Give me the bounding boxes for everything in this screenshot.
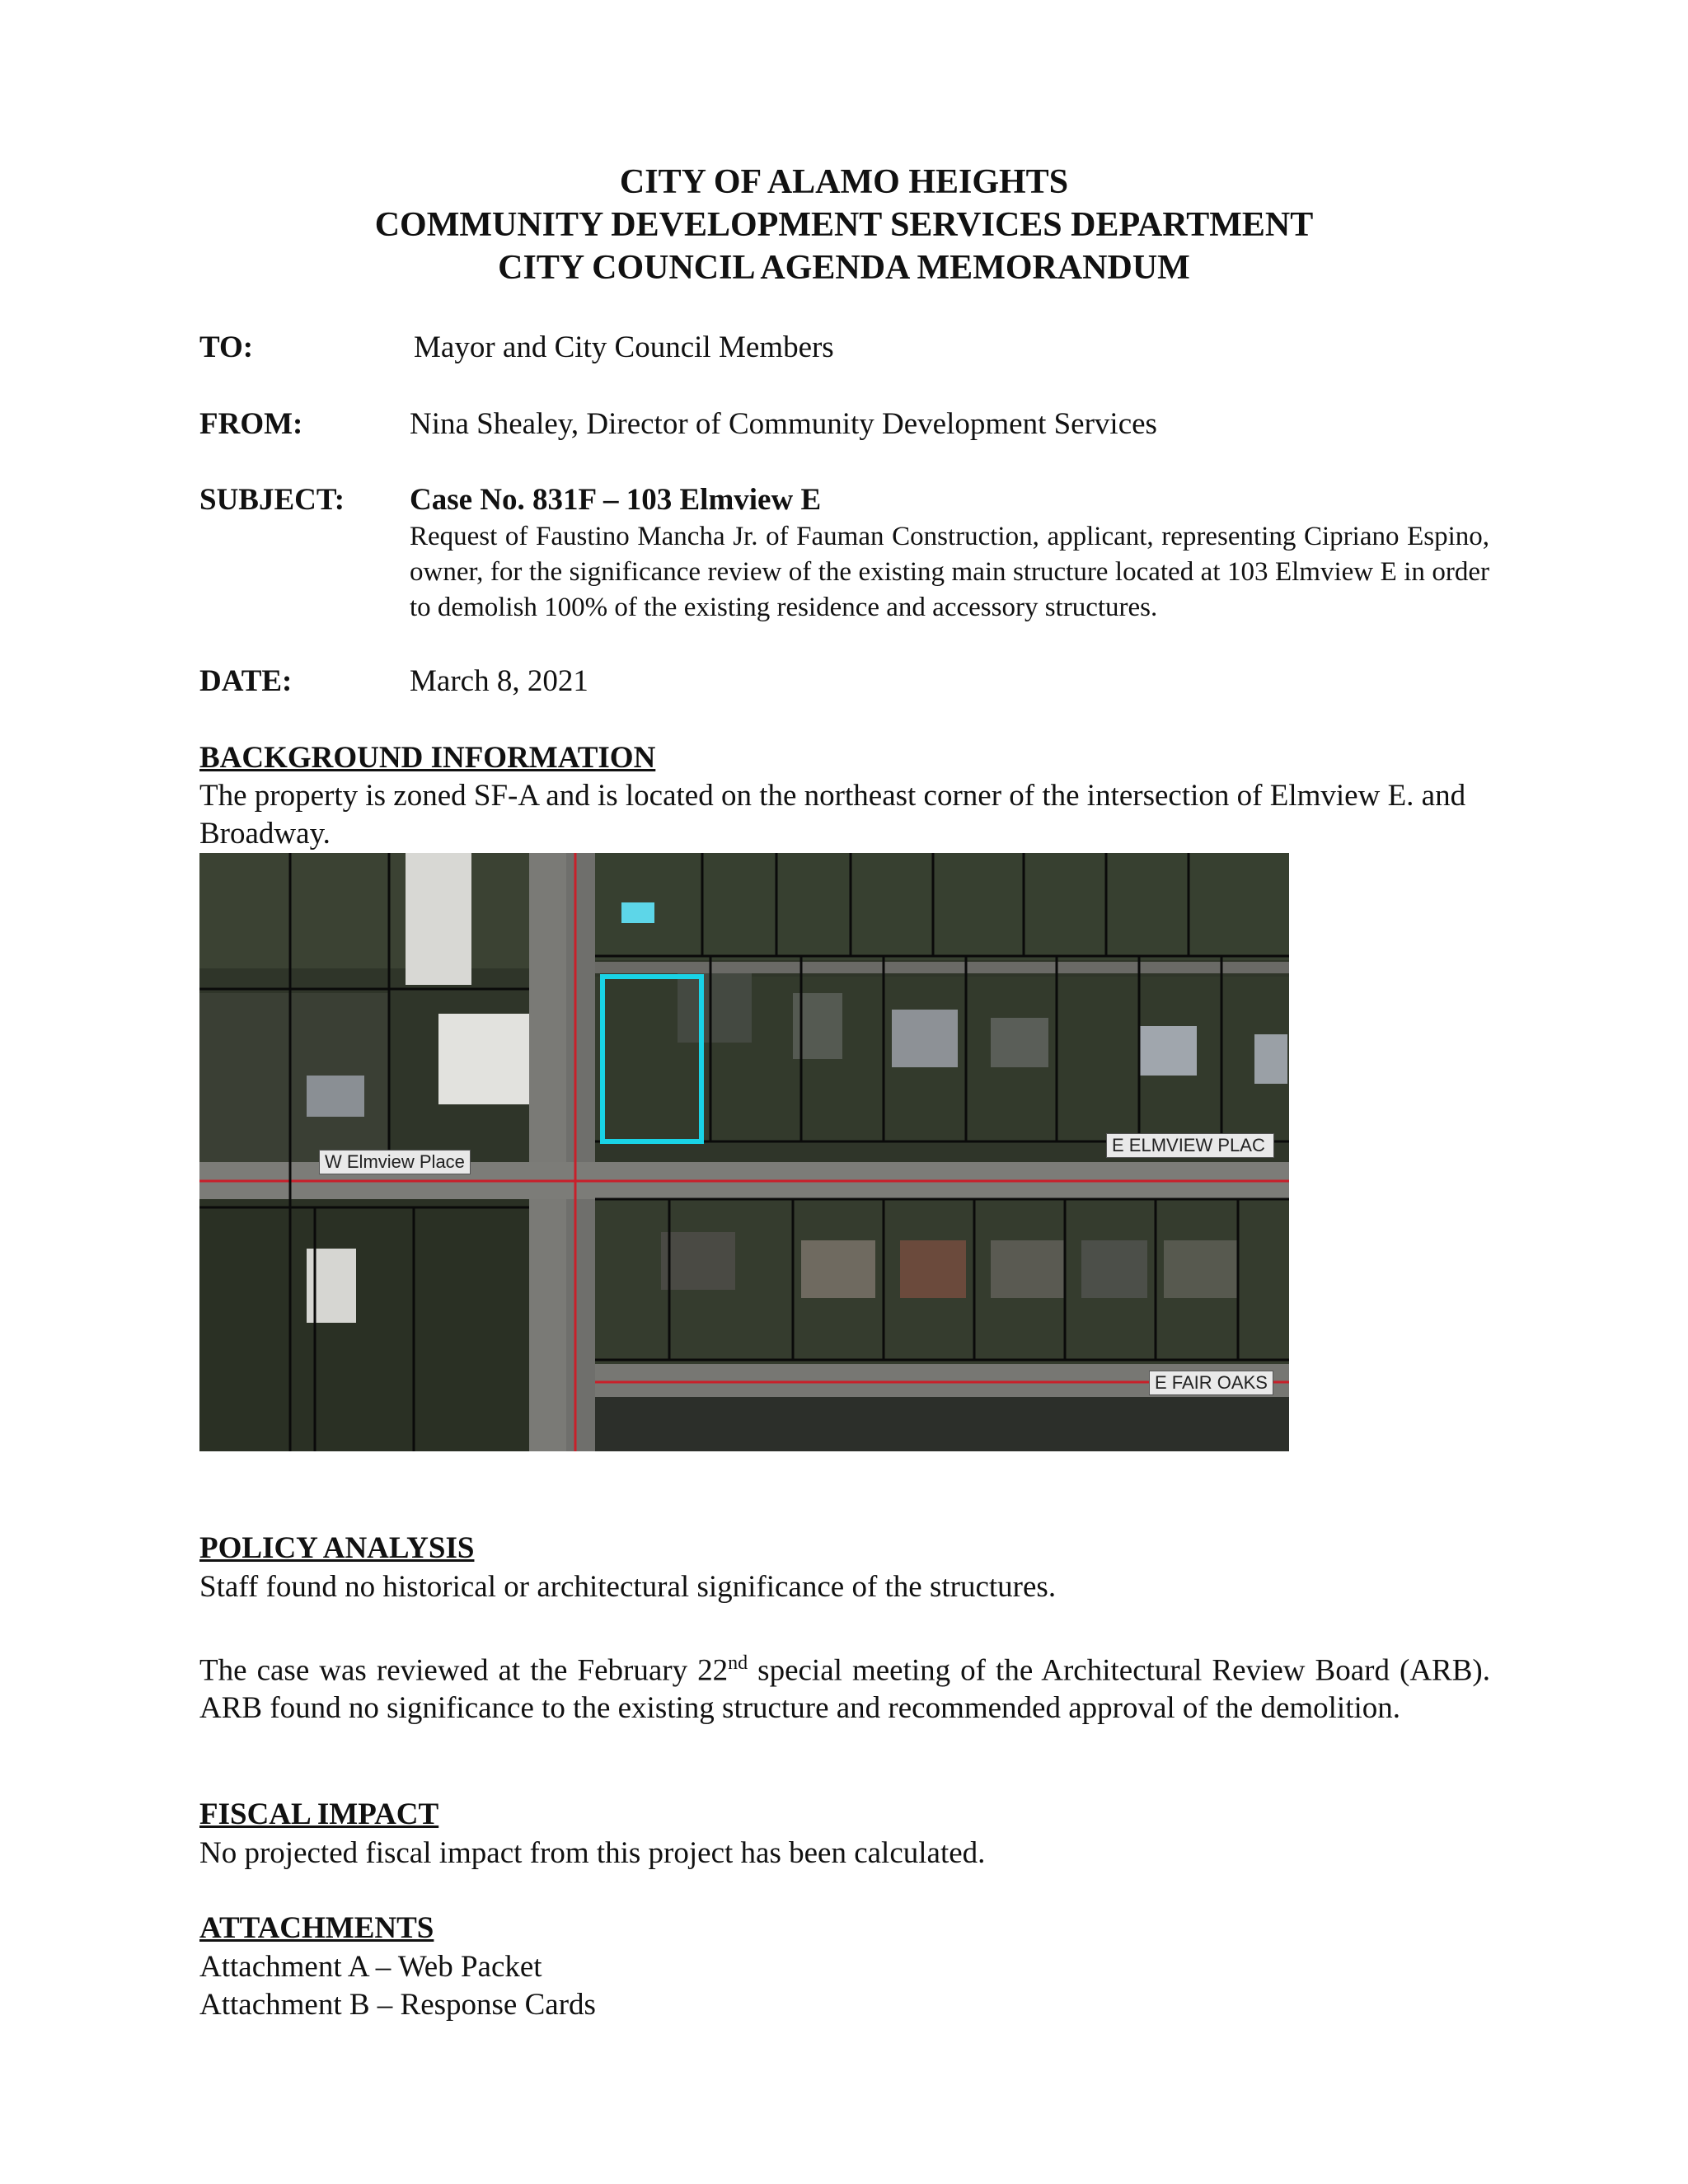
attachments-heading: ATTACHMENTS	[199, 1911, 434, 1945]
department-title: COMMUNITY DEVELOPMENT SERVICES DEPARTMENT	[374, 206, 1314, 244]
subject-title: Case No. 831F – 103 Elmview E	[410, 483, 822, 517]
attachment-item: Attachment B – Response Cards	[199, 1988, 596, 2022]
date-value: March 8, 2021	[410, 664, 588, 698]
to-value: Mayor and City Council Members	[414, 330, 834, 364]
policy-heading: POLICY ANALYSIS	[199, 1531, 475, 1565]
from-value: Nina Shealey, Director of Community Development Services	[410, 407, 1157, 441]
map-label-w-elmview: W Elmview Place	[319, 1150, 471, 1174]
subject-label: SUBJECT:	[199, 483, 345, 517]
attachment-item: Attachment A – Web Packet	[199, 1950, 542, 1984]
aerial-map	[199, 853, 1289, 1451]
background-heading: BACKGROUND INFORMATION	[199, 741, 656, 775]
policy-text-2	[199, 1644, 1490, 1727]
subject-body: Request of Faustino Mancha Jr. of Fauman Construction, applicant, representing Cipriano Espino, owner, for the significance review of the existing main structure located at 103 Elmview E in order to demolish 100% of the existing residence and accessory structures.	[410, 522, 1489, 622]
background-text: The property is zoned SF-A and is located on the northeast corner of the intersection of Elmview E. and Broadway.	[199, 779, 1466, 851]
to-label: TO:	[199, 330, 254, 364]
fiscal-text: No projected fiscal impact from this project has been calculated.	[199, 1836, 986, 1870]
memo-title: CITY COUNCIL AGENDA MEMORANDUM	[498, 249, 1190, 287]
policy-text-1: Staff found no historical or architectural significance of the structures.	[199, 1570, 1057, 1604]
fiscal-heading: FISCAL IMPACT	[199, 1797, 439, 1831]
from-label: FROM:	[199, 407, 303, 441]
date-label: DATE:	[199, 664, 293, 698]
policy-text-2-pre: The case was reviewed at the February 22	[199, 1653, 729, 1688]
map-label-e-fair-oaks: E FAIR OAKS	[1149, 1371, 1273, 1395]
policy-text-2-post: special meeting of the Architectural Review Board (ARB). ARB found no significance to the existing structure and recommended approval of the demolition.	[199, 1653, 1490, 1726]
policy-text-2-sup: nd	[728, 1652, 748, 1674]
map-label-e-elmview: E ELMVIEW PLAC	[1106, 1133, 1274, 1158]
city-title: CITY OF ALAMO HEIGHTS	[619, 163, 1069, 201]
